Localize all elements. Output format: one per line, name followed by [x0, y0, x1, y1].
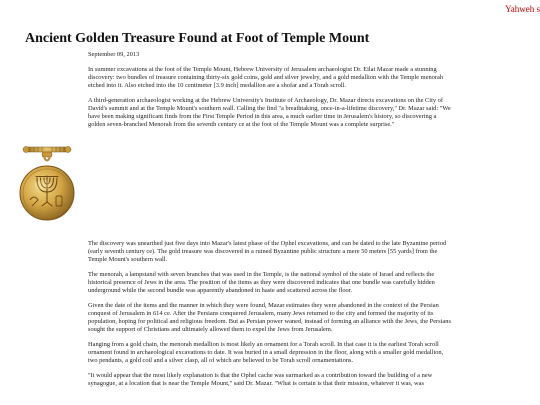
article-date: September 09, 2013 — [88, 51, 140, 58]
article-body — [88, 51, 454, 395]
image-spacer — [88, 136, 454, 240]
article-title: Ancient Golden Treasure Found at Foot of Temple Mount — [25, 31, 370, 46]
article-paragraph-7: "It would appear that the most likely explanation is that the Ophel cache was earmarked as a contribution toward the building of a new synagogue, at a location that is near the Temple Mount," said Dr. Mazar. "What is certain is that their mission, whatever it was, was — [88, 372, 433, 387]
article-paragraph-3: The discovery was unearthed just five days into Mazar's latest phase of the Ophel excavations, and can be dated to the late Byzantine period (early seventh century ce). The gold treasure was discovered in a ruined Byzantine public structure a mere 50 meters [55 yards] from the Temple Mount's southern wall. — [88, 240, 447, 263]
article-paragraph-5: Given the date of the items and the manner in which they were found, Mazar estimates they were abandoned in the context of the Persian conquest of Jerusalem in 614 ce. After the Persians conquered Jerusalem, many Jews returned to the city and formed the majority of its population, hoping for political and religious freedom. But as Persian power waned, instead of forming an alliance with the Jews, the Persians sought the support of Christians and ultimately allowed them to expel the Jews from Jerusalem. — [88, 302, 451, 333]
article-paragraph-1: In summer excavations at the foot of the Temple Mount, Hebrew University of Jerusalem archaeologist Dr. Eilat Mazar made a stunning discovery: two bundles of treasure containing thirty-six gold coins, gold and silver jewelry, and a gold medallion with the Temple menorah etched into it. Also etched into the 10 centimeter [3.9 inch] medallion are a shofar and a Torah scroll. — [88, 66, 444, 89]
article-paragraph-2: A third-generation archaeologist working at the Hebrew University's Institute of Archaeology, Dr. Mazar directs excavations on the City of David's summit and at the Temple Mount's southern wall. Calling the find "a breathtaking, once-in-a-lifetime discovery," Dr. Mazar said: "We have been making significant finds from the First Temple Period in this area, a much earlier time in Jerusalem's history, so discovering a golden seven-branched Menorah from the seventh century ce at the foot of the Temple Mount was a complete surprise." — [88, 97, 451, 128]
gold-menorah-medallion-icon — [18, 140, 76, 248]
article-paragraph-4: The menorah, a lampstand with seven branches that was used in the Temple, is the national symbol of the state of Israel and reflects the historical presence of Jews in the area. The position of the items as they were discovered indicates that one bundle was carefully hidden underground while the second bundle was apparently abandoned in haste and scattered across the floor. — [88, 271, 435, 294]
article-paragraph-6: Hanging from a gold chain, the menorah medallion is most likely an ornament for a Torah scroll. In that case it is the earliest Torah scroll ornament found in archaeological excavations to date. It was buried in a small depression in the floor, along with a smaller gold medallion, two pendants, a gold coil and a silver clasp, all of which are believed to be Torah scroll ornamentations. — [88, 341, 444, 364]
corner-link[interactable]: Yahweh s — [505, 4, 540, 14]
